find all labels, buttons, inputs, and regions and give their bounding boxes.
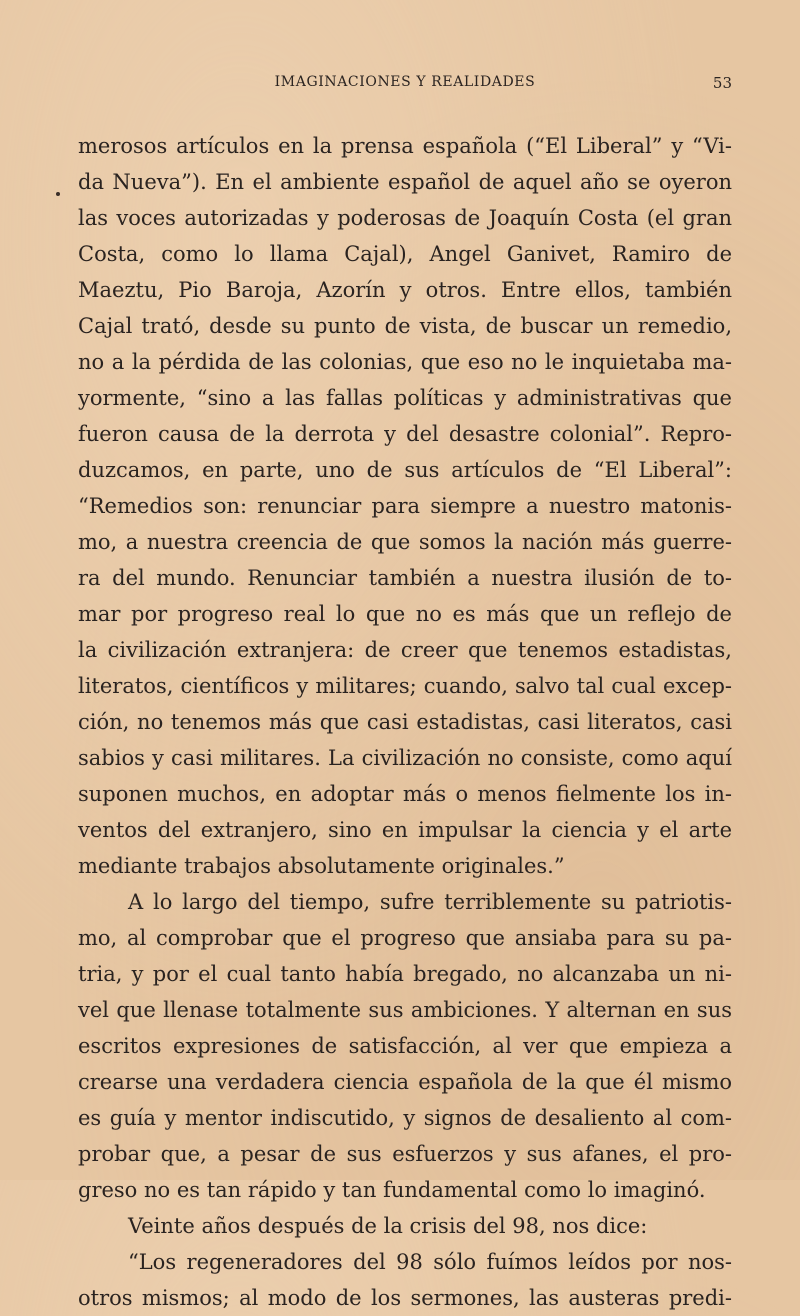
paragraph-line: Veinte años después de la crisis del 98, nos dice: <box>128 1214 648 1238</box>
text-line: ra del mundo. Renunciar también a nuestra ilusión de to- <box>78 566 732 590</box>
text-line: Costa, como lo llama Cajal), Angel Ganivet, Ramiro de <box>78 242 732 266</box>
text-line: vel que llenase totalmente sus ambiciones. Y alternan en sus <box>78 998 732 1022</box>
text-line: tria, y por el cual tanto había bregado, no alcanzaba un ni- <box>78 962 732 986</box>
text-line: ción, no tenemos más que casi estadistas, casi literatos, casi <box>78 710 732 734</box>
text-line: mo, al comprobar que el progreso que ansiaba para su pa- <box>78 926 732 950</box>
text-line: duzcamos, en parte, uno de sus artículos de “El Liberal”: <box>78 458 732 482</box>
text-line: es guía y mentor indiscutido, y signos de desaliento al com- <box>78 1106 732 1130</box>
page-number: 53 <box>712 74 732 92</box>
text-line: merosos artículos en la prensa española (“El Liberal” y “Vi- <box>78 134 732 158</box>
text-line: las voces autorizadas y poderosas de Joaquín Costa (el gran <box>78 206 732 230</box>
text-line: Cajal trató, desde su punto de vista, de buscar un remedio, <box>78 314 732 338</box>
paragraph-end-line: mediante trabajos absolutamente originales.” <box>78 854 565 878</box>
text-line: otros mismos; al modo de los sermones, las austeras predi- <box>78 1286 732 1310</box>
running-title: IMAGINACIONES Y REALIDADES <box>274 74 536 90</box>
text-line: mo, a nuestra creencia de que somos la nación más guerre- <box>78 530 732 554</box>
text-line: literatos, científicos y militares; cuando, salvo tal cual excep- <box>78 674 732 698</box>
paper-speck <box>56 192 60 196</box>
text-line: Maeztu, Pio Baroja, Azorín y otros. Entre ellos, también <box>78 278 732 302</box>
text-line: ventos del extranjero, sino en impulsar la ciencia y el arte <box>78 818 732 842</box>
text-line: suponen muchos, en adoptar más o menos fielmente los in- <box>78 782 732 806</box>
text-line: probar que, a pesar de sus esfuerzos y sus afanes, el pro- <box>78 1142 732 1166</box>
paragraph-end-line: greso no es tan rápido y tan fundamental como lo imaginó. <box>78 1178 706 1202</box>
paragraph-start-line: “Los regeneradores del 98 sólo fuímos leídos por nos- <box>128 1250 732 1274</box>
text-line: da Nueva”). En el ambiente español de aquel año se oyeron <box>78 170 732 194</box>
body-text <box>78 128 732 1316</box>
text-line: no a la pérdida de las colonias, que eso no le inquietaba ma- <box>78 350 732 374</box>
text-line: yormente, “sino a las fallas políticas y administrativas que <box>78 386 732 410</box>
text-line: “Remedios son: renunciar para siempre a nuestro matonis- <box>78 494 732 518</box>
text-line: crearse una verdadera ciencia española de la que él mismo <box>78 1070 732 1094</box>
text-line: fueron causa de la derrota y del desastre colonial”. Repro- <box>78 422 732 446</box>
paragraph-start-line: A lo largo del tiempo, sufre terriblemente su patriotis- <box>128 890 732 914</box>
text-line: escritos expresiones de satisfacción, al ver que empieza a <box>78 1034 732 1058</box>
text-line: sabios y casi militares. La civilización no consiste, como aquí <box>78 746 732 770</box>
text-line: la civilización extranjera: de creer que tenemos estadistas, <box>78 638 732 662</box>
text-line: mar por progreso real lo que no es más que un reflejo de <box>78 602 732 626</box>
running-header <box>78 74 732 98</box>
